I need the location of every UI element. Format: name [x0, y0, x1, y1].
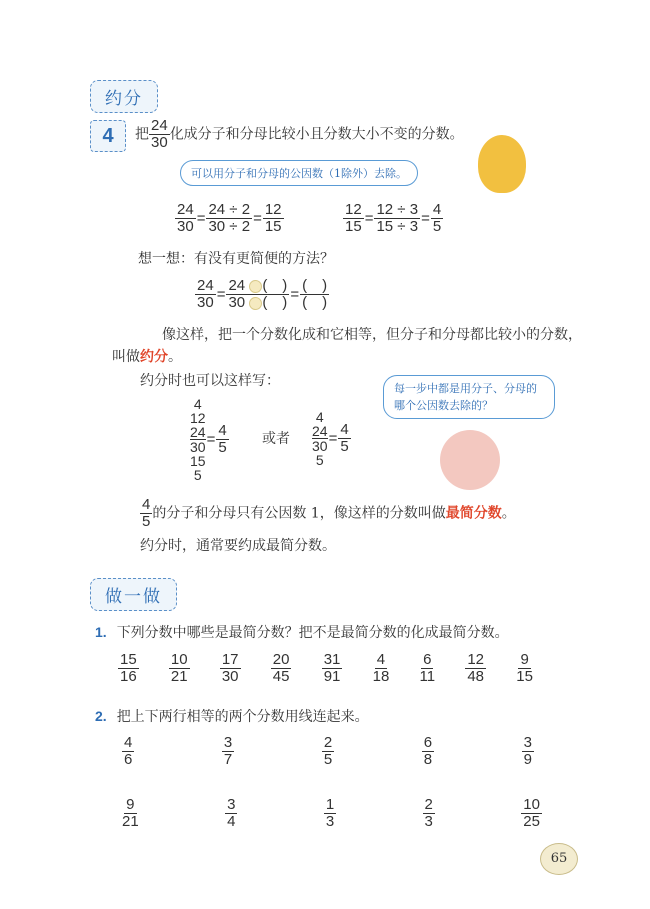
paragraph: 约分时，通常要约成最简分数。 [140, 538, 336, 554]
denominator: 3 [325, 813, 335, 830]
denominator: 30 [197, 294, 214, 311]
fraction [516, 652, 533, 685]
example-number: 4 [90, 120, 126, 152]
denominator: 30 [312, 438, 328, 454]
denominator: 30 [190, 439, 206, 455]
numerator: 3 [223, 734, 233, 751]
question-text: 下列分数中哪些是最简分数？把不是最简分数的化成最简分数。 [116, 625, 509, 641]
denominator: 5 [142, 513, 151, 530]
denominator: 30 [177, 218, 194, 235]
fraction [521, 797, 542, 830]
denominator: 21 [170, 668, 188, 685]
denominator: 8 [423, 751, 433, 768]
paragraph: 像这样，把一个分数化成和它相等，但分子和分母都比较小的分数， [162, 327, 582, 343]
numerator: 3 [523, 734, 532, 751]
denominator: 6 [124, 751, 133, 768]
numerator: 24 [228, 277, 246, 294]
fraction [343, 202, 364, 235]
denominator: 30 [151, 134, 168, 151]
step: 4 [193, 396, 202, 412]
equation-1: $\frac{24}{30}$ = $\frac{24 \div 2}{30 \div 2}$ = $\frac{12}{15}$ [177, 201, 282, 235]
fraction [222, 735, 234, 768]
paragraph [112, 346, 182, 366]
numerator: 10 [523, 796, 540, 813]
hint-bubble: 可以用分子和分母的公因数（1除外）去除。 [180, 160, 418, 186]
denominator: 91 [323, 668, 341, 685]
numerator: 4 [376, 651, 386, 668]
blank: ( ) [262, 294, 288, 311]
fraction [324, 797, 336, 830]
prefix: 把 [135, 126, 149, 143]
fraction [465, 652, 486, 685]
fraction [431, 202, 443, 235]
blank: ( ) [262, 277, 288, 294]
fraction [263, 202, 284, 235]
numerator: 24 [312, 423, 328, 439]
numerator: 24 [197, 277, 214, 294]
prompt-text: 化成分子和分母比较小且分数大小不变的分数。 [169, 126, 464, 143]
mascot-potato-illustration [478, 135, 526, 193]
numerator: 9 [126, 796, 135, 813]
denominator: 15 [264, 218, 282, 235]
fraction [522, 735, 534, 768]
fraction [122, 735, 134, 768]
fraction [338, 422, 350, 455]
term-reduction: 约分 [140, 349, 168, 365]
cancellation-example-1: 4 12 24 30 15 5 = $\frac{4}{5}$ [190, 396, 227, 483]
numerator: 9 [520, 651, 529, 668]
denominator: 5 [340, 438, 349, 455]
denominator: 18 [372, 668, 390, 685]
cancellation-example-2: 4 24 30 5 = $\frac{4}{5}$ [312, 409, 349, 468]
text: 。 [168, 349, 182, 365]
equation-3: $\frac{24}{30}$ = $\frac{24 ( )}{30 ( )}$ = $\frac{( )}{( )}$ [197, 277, 328, 311]
fraction [169, 652, 190, 685]
fraction [195, 278, 216, 311]
numerator: 12 ÷ 3 [376, 201, 419, 218]
fraction [373, 652, 390, 685]
numerator: 24 [190, 424, 206, 440]
denominator: 4 [227, 813, 236, 830]
practice-title-tag [90, 578, 177, 611]
numerator: 10 [170, 651, 188, 668]
fraction-blank [226, 278, 289, 311]
denominator: 30 [221, 668, 239, 685]
fraction [140, 497, 152, 530]
denominator: 3 [424, 813, 433, 830]
numerator: 2 [424, 796, 433, 813]
or-label: 或者 [262, 431, 290, 447]
example-prompt [135, 118, 464, 151]
step: 4 [315, 409, 324, 425]
fraction [422, 735, 434, 768]
numerator: 24 [177, 201, 194, 218]
fraction [149, 118, 170, 151]
denominator: 21 [122, 813, 139, 830]
step: 5 [315, 452, 324, 468]
numerator: 15 [120, 651, 137, 668]
denominator: 5 [218, 439, 227, 456]
question-2 [95, 706, 369, 726]
question-number: 2. [95, 708, 107, 724]
numerator: 12 [264, 201, 282, 218]
operator-blank-circle [249, 297, 262, 310]
text: 的分子和分母只有公因数 1，像这样的分数叫做 [152, 505, 446, 522]
numerator: 4 [142, 496, 151, 513]
denominator: 15 [345, 218, 362, 235]
numerator: 12 [345, 201, 362, 218]
fraction [271, 652, 292, 685]
denominator: 9 [523, 751, 532, 768]
denominator: 30 [228, 294, 246, 311]
denominator: 30 ÷ 2 [208, 218, 251, 235]
numerator: 12 [467, 651, 485, 668]
fraction [225, 797, 237, 830]
fraction-blank [300, 278, 329, 311]
question-1 [95, 622, 509, 642]
fraction [216, 423, 228, 456]
numerator: 2 [323, 734, 333, 751]
blank: ( ) [302, 277, 328, 294]
denominator: 15 ÷ 3 [376, 218, 419, 235]
question-2-bottom-row [122, 797, 542, 830]
page-number: 65 [540, 843, 578, 875]
fraction [420, 652, 436, 685]
blank: ( ) [302, 294, 328, 311]
term-simplest-fraction: 最简分数 [445, 505, 502, 522]
think-prompt: 想一想：有没有更简便的方法？ [138, 251, 334, 267]
fraction [122, 797, 139, 830]
numerator: 31 [323, 651, 341, 668]
denominator: 15 [516, 668, 533, 685]
numerator: 17 [221, 651, 239, 668]
denominator: 25 [523, 813, 540, 830]
numerator: 4 [432, 201, 442, 218]
numerator: 3 [227, 796, 236, 813]
paragraph [140, 497, 516, 530]
text: 叫做 [112, 349, 140, 365]
question-bubble: 每一步中都是用分子、分母的哪个公因数去除的？ [383, 375, 555, 419]
operator-blank-circle [249, 280, 262, 293]
question-1-fractions [118, 652, 533, 685]
fraction [322, 652, 343, 685]
fraction [118, 652, 139, 685]
fraction [423, 797, 435, 830]
fraction [220, 652, 241, 685]
numerator: 1 [325, 796, 335, 813]
numerator: 4 [218, 422, 227, 439]
stack [190, 397, 206, 482]
fraction [322, 735, 334, 768]
denominator: 11 [419, 668, 436, 685]
numerator: 24 [151, 117, 168, 134]
mascot-onion-illustration [440, 430, 500, 490]
section-title: 约分 [105, 89, 143, 109]
section-title-tag [90, 80, 158, 113]
numerator: 4 [124, 734, 133, 751]
numerator: 6 [423, 651, 432, 668]
denominator: 7 [223, 751, 233, 768]
numerator: 24 ÷ 2 [208, 201, 251, 218]
denominator: 45 [272, 668, 290, 685]
practice-title: 做一做 [105, 587, 162, 607]
question-text: 把上下两行相等的两个分数用线连起来。 [116, 709, 369, 725]
fraction [175, 202, 196, 235]
stack [312, 410, 328, 467]
numerator: 6 [423, 734, 433, 751]
denominator: 5 [323, 751, 333, 768]
question-number: 1. [95, 624, 107, 640]
paragraph: 约分时也可以这样写： [140, 373, 280, 389]
question-2-top-row [122, 735, 534, 768]
equation-2: $\frac{12}{15}$ = $\frac{12 \div 3}{15 \div 3}$ = $\frac{4}{5}$ [345, 201, 442, 235]
denominator: 5 [432, 218, 442, 235]
numerator: 4 [340, 421, 349, 438]
numerator: 20 [272, 651, 290, 668]
fraction [374, 202, 420, 235]
step: 12 [190, 410, 206, 426]
denominator: 16 [120, 668, 137, 685]
text: 。 [501, 505, 516, 522]
fraction [206, 202, 252, 235]
step: 5 [193, 467, 202, 483]
denominator: 48 [467, 668, 485, 685]
step: 15 [190, 453, 206, 469]
